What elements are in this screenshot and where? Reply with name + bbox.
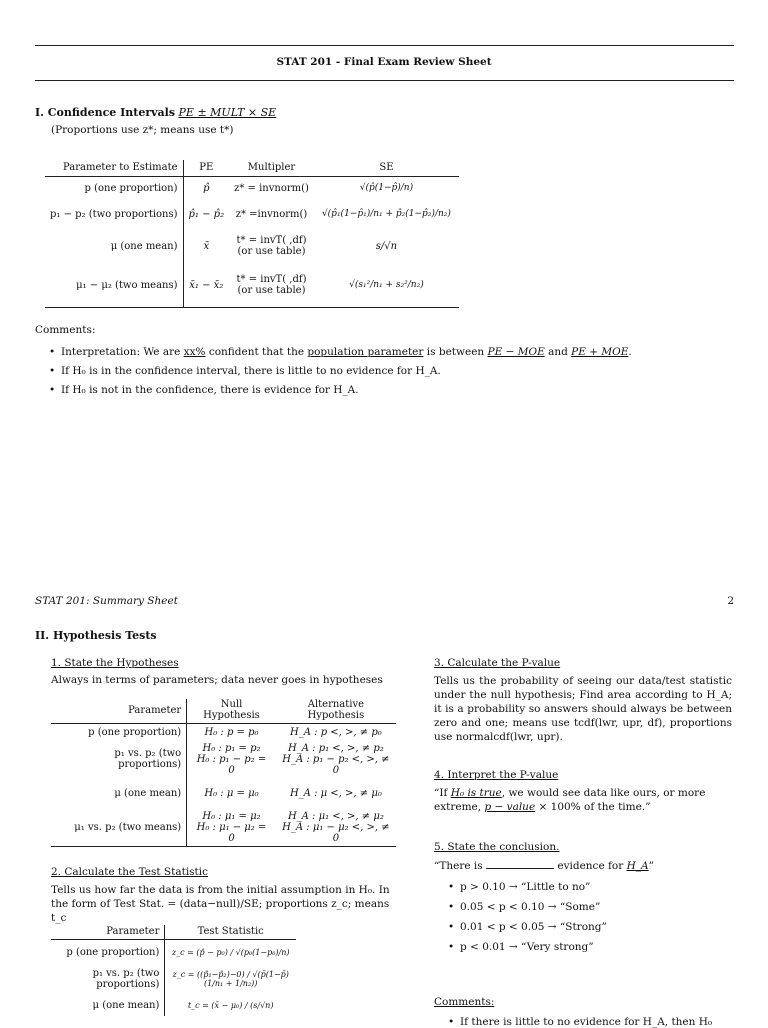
list-item: • p < 0.01 → “Very strong” <box>434 941 734 953</box>
upper-bound: PE + MOE <box>571 346 629 358</box>
ts-cell-stat: z_c = (p̂ − p₀) / √(p₀(1−p₀)/n) <box>165 940 296 965</box>
text: “There is <box>434 860 483 872</box>
ci-cell-pe: x̄₁ − x̄₂ <box>183 263 229 308</box>
ts-col-param: Parameter <box>51 925 165 940</box>
text: ” <box>648 860 654 872</box>
ts-col-stat: Test Statistic <box>165 925 296 940</box>
hyp-cell-null-alt-form: H₀ : p₁ − p₂ = 0 <box>196 753 267 776</box>
hyp-cell-alt-group <box>276 740 396 778</box>
ci-col-pe: PE <box>183 160 229 177</box>
comments-label-2: Comments: <box>434 996 495 1008</box>
test-stat-table-wrap <box>51 925 296 1016</box>
ts-cell-param: p₁ vs. p₂ (two proportions) <box>92 968 160 990</box>
step-4-text <box>434 786 732 814</box>
step-1-text: Always in terms of parameters; data never goes in hypotheses <box>51 674 383 686</box>
page-title: STAT 201 - Final Exam Review Sheet <box>276 56 492 68</box>
text: . <box>628 346 632 358</box>
alt-hypothesis-term: H_A <box>626 860 649 872</box>
ci-cell-pe: p̂ <box>183 177 229 200</box>
hyp-cell-alt-diff-form: H_A : p₁ − p₂ <, >, ≠ 0 <box>282 753 390 776</box>
list-item <box>35 346 735 358</box>
hyp-cell-null-group <box>187 808 276 847</box>
ci-table-wrap <box>45 160 459 308</box>
evidence-scale-list <box>434 881 734 953</box>
text: , we would see data like ours, or more extreme, <box>434 787 706 813</box>
ts-cell-param: p (one proportion) <box>66 946 160 958</box>
comments-label: Comments: <box>35 324 96 336</box>
ts-cell-stat: t_c = (x̄ − μ₀) / (s/√n) <box>165 994 296 1016</box>
ts-cell-stat: z_c = ((p̂₁−p̂₂)−0) / √(p̄(1−p̄)(1/n₁ + 1/n₂)) <box>165 964 296 994</box>
ci-note: (Proportions use z*; means use t*) <box>51 124 234 136</box>
hyp-cell-param: μ (one mean) <box>114 787 182 799</box>
ci-cell-mult-note: (or use table) <box>237 246 306 257</box>
ci-cell-pe: x̄ <box>183 229 229 263</box>
blank-line <box>486 868 554 869</box>
ci-cell-mult-group <box>229 229 314 263</box>
test-stat-table <box>51 925 296 1016</box>
population-parameter: population parameter <box>307 346 424 358</box>
null-true-phrase: H₀ is true <box>450 787 502 799</box>
ci-cell-param: p₁ − p₂ (two proportions) <box>50 208 178 220</box>
ci-cell-mult: z* =invnorm() <box>235 208 308 220</box>
text: × 100% of the time.” <box>535 801 651 813</box>
ci-cell-mult: t* = invT( ,df) <box>236 274 307 285</box>
text: confident that the <box>205 346 308 358</box>
ci-cell-param: p (one proportion) <box>84 182 178 194</box>
hyp-cell-null-group <box>187 740 276 778</box>
confidence-level: xx% <box>183 346 206 358</box>
hyp-cell-null: H₀ : μ = μ₀ <box>187 778 276 808</box>
ci-cell-se: √(p̂(1−p̂)/n) <box>359 183 414 193</box>
list-item: • If H₀ is in the confidence interval, there is little to no evidence for H_A. <box>35 365 735 377</box>
table-row <box>51 940 296 965</box>
hypothesis-table <box>51 699 396 847</box>
running-header: STAT 201: Summary Sheet <box>35 595 178 607</box>
ci-cell-mult-note: (or use table) <box>237 285 306 296</box>
hyp-cell-param: p₁ vs. p₂ (two proportions) <box>114 748 182 770</box>
ci-cell-mult-group <box>229 263 314 308</box>
ci-cell-param: μ (one mean) <box>110 240 178 252</box>
ci-comments-list <box>35 346 735 396</box>
section-1-heading-line <box>35 106 276 119</box>
ci-row <box>45 199 459 229</box>
header-bottom-rule <box>35 80 734 81</box>
list-item: • p > 0.10 → “Little to no” <box>434 881 734 893</box>
ci-formula: PE ± MULT × SE <box>178 106 277 119</box>
p-value-term: p − value <box>484 801 536 813</box>
hyp-cell-param: p (one proportion) <box>88 726 182 738</box>
ci-row <box>45 229 459 263</box>
step-5-quote <box>434 860 734 872</box>
ci-col-param: Parameter to Estimate <box>45 160 183 177</box>
list-item: • 0.05 < p < 0.10 → “Some” <box>434 901 734 913</box>
section-2-heading: II. Hypothesis Tests <box>35 629 157 642</box>
text: and <box>544 346 572 358</box>
hyp-cell-alt: H_A : μ₁ <, >, ≠ μ₂ <box>287 810 384 822</box>
step-2-title: 2. Calculate the Test Statistic <box>51 866 209 878</box>
text: Interpretation: We are <box>61 346 184 358</box>
header-top-rule <box>35 45 734 46</box>
text: “If <box>434 787 451 799</box>
ci-cell-se: s/√n <box>375 240 398 252</box>
hyp-cell-alt: H_A : p₁ <, >, ≠ p₂ <box>288 742 384 754</box>
list-item: • 0.01 < p < 0.05 → “Strong” <box>434 921 734 933</box>
table-row <box>51 964 296 994</box>
hyp-cell-null-alt-form: H₀ : μ₁ − μ₂ = 0 <box>196 821 267 844</box>
ci-col-se: SE <box>314 160 459 177</box>
hypothesis-table-wrap <box>51 699 396 847</box>
ts-cell-param: μ (one mean) <box>92 999 160 1011</box>
hyp-cell-alt: H_A : p <, >, ≠ p₀ <box>290 726 382 738</box>
ci-row <box>45 263 459 308</box>
hyp-cell-param: μ₁ vs. p₂ (two means) <box>51 808 187 847</box>
hyp-col-param: Parameter <box>51 699 187 724</box>
ci-cell-mult: t* = invT( ,df) <box>236 235 307 246</box>
table-row <box>51 994 296 1016</box>
hyp-col-null: Null Hypothesis <box>187 699 276 724</box>
text: evidence for <box>557 860 624 872</box>
list-item: • If there is little to no evidence for H_A, then H₀ <box>434 1016 734 1028</box>
hyp-cell-alt: H_A : μ <, >, ≠ μ₀ <box>289 787 382 799</box>
hyp-cell-null: H₀ : μ₁ = μ₂ <box>202 810 261 822</box>
ci-row <box>45 177 459 200</box>
table-row <box>51 778 396 808</box>
hyp-cell-alt-group <box>276 808 396 847</box>
table-row <box>51 740 396 778</box>
ci-cell-param: μ₁ − μ₂ (two means) <box>45 263 183 308</box>
table-row <box>51 808 396 847</box>
hyp-cell-null: H₀ : p = p₀ <box>187 724 276 741</box>
ci-cell-se: √(p̂₁(1−p̂₁)/n₁ + p̂₂(1−p̂₂)/n₂) <box>321 209 451 219</box>
step-5-title: 5. State the conclusion. <box>434 841 560 853</box>
ci-table <box>45 160 459 308</box>
text: is between <box>423 346 488 358</box>
table-row <box>51 724 396 741</box>
ci-cell-pe: p̂₁ − p̂₂ <box>183 199 229 229</box>
step-1-title: 1. State the Hypotheses <box>51 657 179 669</box>
page-number: 2 <box>727 595 734 607</box>
comments-list-2 <box>434 1016 734 1028</box>
hyp-col-alt: Alternative Hypothesis <box>276 699 396 724</box>
section-1-heading: I. Confidence Intervals <box>35 106 176 119</box>
step-3-title: 3. Calculate the P-value <box>434 657 561 669</box>
lower-bound: PE − MOE <box>487 346 545 358</box>
ci-col-mult: Multipler <box>229 160 314 177</box>
hyp-cell-alt-diff-form: H_A : μ₁ − μ₂ <, >, ≠ 0 <box>282 821 390 844</box>
step-4-title: 4. Interpret the P-value <box>434 769 559 781</box>
step-2-text: Tells us how far the data is from the initial assumption in H₀. In the form of Test Stat. = (data−null)/SE; proportions z_c; means t_c <box>51 884 390 924</box>
hyp-cell-null: H₀ : p₁ = p₂ <box>202 742 261 754</box>
step-3-text: Tells us the probability of seeing our data/test statistic under the null hypothesis; Find area according to H_A; it is a probability so answers should always be between zero and one; means use tcdf(lwr, upr, df), proportions use normalcdf(lwr, upr). <box>434 675 732 743</box>
list-item: • If H₀ is not in the confidence, there is evidence for H_A. <box>35 384 735 396</box>
ci-cell-mult: z* = invnorm() <box>234 182 309 194</box>
ci-cell-se: √(s₁²/n₁ + s₂²/n₂) <box>314 263 459 308</box>
